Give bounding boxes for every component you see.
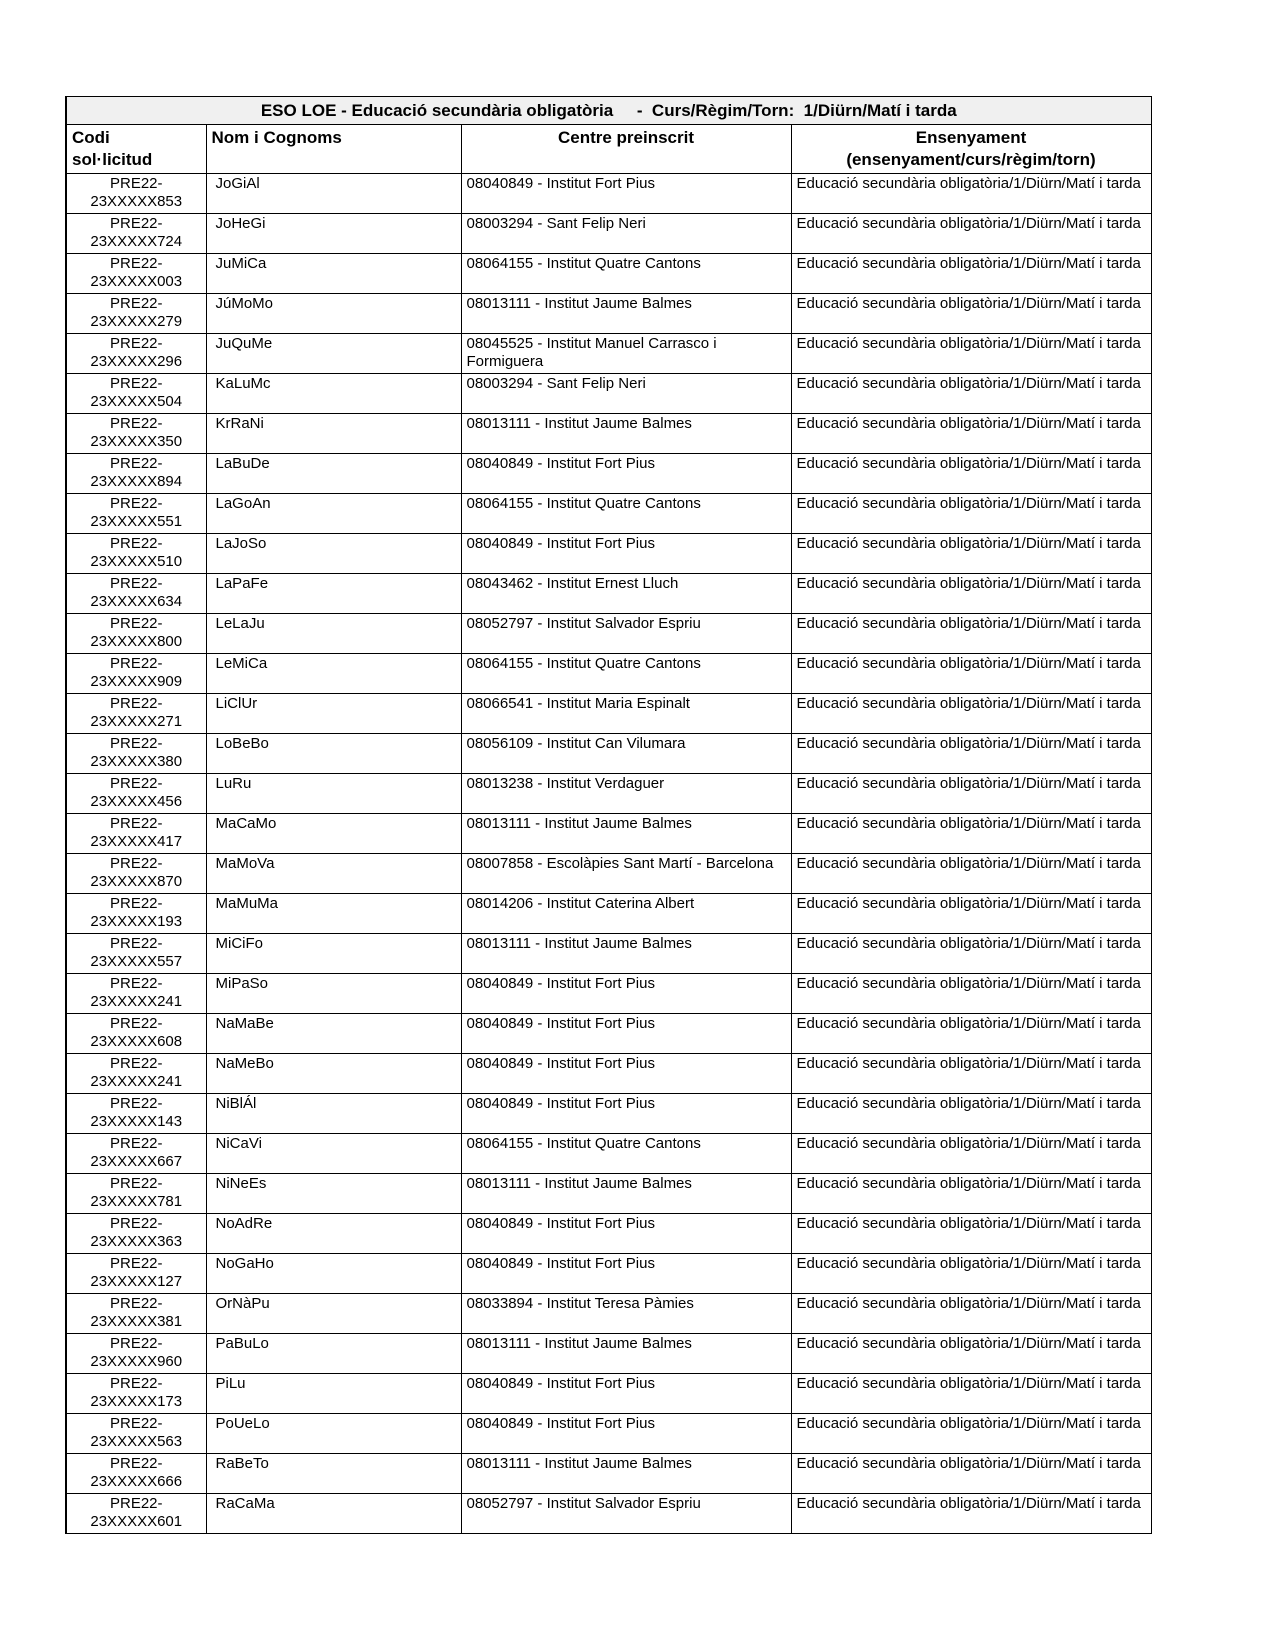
code-line1: PRE22- [109, 1215, 163, 1233]
ensenyament-cell: Educació secundària obligatòria/1/Diürn/Matí i tarda [791, 174, 1151, 214]
table-row [66, 1294, 1151, 1334]
code-line1: PRE22- [109, 575, 163, 593]
table-row [66, 854, 1151, 894]
code-line1: PRE22- [109, 1295, 163, 1313]
centre-cell: 08013111 - Institut Jaume Balmes [461, 934, 791, 974]
centre-cell: 08066541 - Institut Maria Espinalt [461, 694, 791, 734]
name-cell: MiPaSo [206, 974, 461, 1014]
name-cell: RaCaMa [206, 1494, 461, 1534]
ensenyament-cell: Educació secundària obligatòria/1/Diürn/Matí i tarda [791, 774, 1151, 814]
code-cell [66, 1214, 206, 1254]
table-row [66, 414, 1151, 454]
code-line2: 23XXXXX667 [90, 1153, 183, 1171]
code-line1: PRE22- [109, 1135, 163, 1153]
code-line1: PRE22- [109, 615, 163, 633]
ensenyament-cell: Educació secundària obligatòria/1/Diürn/Matí i tarda [791, 734, 1151, 774]
code-cell [66, 854, 206, 894]
code-cell [66, 1054, 206, 1094]
code-line1: PRE22- [109, 815, 163, 833]
name-cell: KaLuMc [206, 374, 461, 414]
code-line2: 23XXXXX634 [90, 593, 183, 611]
centre-cell: 08064155 - Institut Quatre Cantons [461, 254, 791, 294]
table-row [66, 454, 1151, 494]
ensenyament-cell: Educació secundària obligatòria/1/Diürn/Matí i tarda [791, 334, 1151, 374]
ensenyament-cell: Educació secundària obligatòria/1/Diürn/Matí i tarda [791, 494, 1151, 534]
code-line1: PRE22- [109, 1095, 163, 1113]
code-cell [66, 1494, 206, 1534]
code-cell [66, 334, 206, 374]
table-row [66, 934, 1151, 974]
code-cell [66, 214, 206, 254]
centre-cell: 08040849 - Institut Fort Pius [461, 1414, 791, 1454]
table-row [66, 1254, 1151, 1294]
code-line1: PRE22- [109, 1375, 163, 1393]
centre-cell: 08064155 - Institut Quatre Cantons [461, 654, 791, 694]
table-body [66, 174, 1151, 1534]
name-cell: NiBlÁl [206, 1094, 461, 1134]
preinscription-table [65, 96, 1152, 1534]
ensenyament-cell: Educació secundària obligatòria/1/Diürn/Matí i tarda [791, 1174, 1151, 1214]
ensenyament-cell: Educació secundària obligatòria/1/Diürn/Matí i tarda [791, 414, 1151, 454]
ensenyament-cell: Educació secundària obligatòria/1/Diürn/Matí i tarda [791, 1454, 1151, 1494]
code-line2: 23XXXXX143 [90, 1113, 183, 1131]
table-row [66, 174, 1151, 214]
code-cell [66, 1374, 206, 1414]
name-cell: JoHeGi [206, 214, 461, 254]
code-line2: 23XXXXX724 [90, 233, 183, 251]
code-cell [66, 254, 206, 294]
name-cell: LiClUr [206, 694, 461, 734]
code-line1: PRE22- [109, 735, 163, 753]
code-line2: 23XXXXX417 [90, 833, 183, 851]
centre-cell: 08013111 - Institut Jaume Balmes [461, 1334, 791, 1374]
code-cell [66, 974, 206, 1014]
centre-cell: 08043462 - Institut Ernest Lluch [461, 574, 791, 614]
centre-cell: 08045525 - Institut Manuel Carrasco i Formiguera [461, 334, 791, 374]
code-line1: PRE22- [109, 535, 163, 553]
table-row [66, 214, 1151, 254]
code-cell [66, 374, 206, 414]
centre-cell: 08007858 - Escolàpies Sant Martí - Barcelona [461, 854, 791, 894]
code-line1: PRE22- [109, 1055, 163, 1073]
ensenyament-cell: Educació secundària obligatòria/1/Diürn/Matí i tarda [791, 814, 1151, 854]
centre-cell: 08033894 - Institut Teresa Pàmies [461, 1294, 791, 1334]
centre-cell: 08013111 - Institut Jaume Balmes [461, 1454, 791, 1494]
col-header-centre-line1: Centre preinscrit [557, 128, 695, 148]
name-cell: KrRaNi [206, 414, 461, 454]
table-row [66, 654, 1151, 694]
centre-cell: 08013238 - Institut Verdaguer [461, 774, 791, 814]
centre-cell: 08056109 - Institut Can Vilumara [461, 734, 791, 774]
table-row [66, 694, 1151, 734]
table-row [66, 974, 1151, 1014]
ensenyament-cell: Educació secundària obligatòria/1/Diürn/Matí i tarda [791, 214, 1151, 254]
ensenyament-cell: Educació secundària obligatòria/1/Diürn/Matí i tarda [791, 574, 1151, 614]
code-line2: 23XXXXX666 [90, 1473, 183, 1491]
name-cell: LaBuDe [206, 454, 461, 494]
code-cell [66, 1454, 206, 1494]
ensenyament-cell: Educació secundària obligatòria/1/Diürn/Matí i tarda [791, 694, 1151, 734]
ensenyament-cell: Educació secundària obligatòria/1/Diürn/Matí i tarda [791, 1014, 1151, 1054]
table-row [66, 1494, 1151, 1534]
col-header-codi-line2: sol·licitud [72, 150, 153, 170]
code-line2: 23XXXXX363 [90, 1233, 183, 1251]
code-cell [66, 1254, 206, 1294]
code-cell [66, 934, 206, 974]
code-line2: 23XXXXX853 [90, 193, 183, 211]
code-cell [66, 894, 206, 934]
code-cell [66, 414, 206, 454]
ensenyament-cell: Educació secundària obligatòria/1/Diürn/Matí i tarda [791, 614, 1151, 654]
centre-cell: 08040849 - Institut Fort Pius [461, 974, 791, 1014]
code-line2: 23XXXXX608 [90, 1033, 183, 1051]
ensenyament-cell: Educació secundària obligatòria/1/Diürn/Matí i tarda [791, 854, 1151, 894]
code-line2: 23XXXXX241 [90, 1073, 183, 1091]
name-cell: LoBeBo [206, 734, 461, 774]
ensenyament-cell: Educació secundària obligatòria/1/Diürn/Matí i tarda [791, 254, 1151, 294]
code-line2: 23XXXXX271 [90, 713, 183, 731]
code-line2: 23XXXXX350 [90, 433, 183, 451]
centre-cell: 08014206 - Institut Caterina Albert [461, 894, 791, 934]
code-line2: 23XXXXX127 [90, 1273, 183, 1291]
name-cell: NoGaHo [206, 1254, 461, 1294]
centre-cell: 08013111 - Institut Jaume Balmes [461, 294, 791, 334]
centre-cell: 08040849 - Institut Fort Pius [461, 1054, 791, 1094]
ensenyament-cell: Educació secundària obligatòria/1/Diürn/Matí i tarda [791, 1254, 1151, 1294]
name-cell: NaMaBe [206, 1014, 461, 1054]
col-header-centre-preinscrit [461, 125, 791, 174]
code-line2: 23XXXXX909 [90, 673, 183, 691]
table-row [66, 734, 1151, 774]
code-cell [66, 174, 206, 214]
name-cell: NoAdRe [206, 1214, 461, 1254]
code-cell [66, 614, 206, 654]
ensenyament-cell: Educació secundària obligatòria/1/Diürn/Matí i tarda [791, 894, 1151, 934]
table-row [66, 534, 1151, 574]
code-cell [66, 1094, 206, 1134]
centre-cell: 08003294 - Sant Felip Neri [461, 374, 791, 414]
col-header-ensenyament [791, 125, 1151, 174]
code-line2: 23XXXXX551 [90, 513, 183, 531]
code-line2: 23XXXXX381 [90, 1313, 183, 1331]
code-line2: 23XXXXX800 [90, 633, 183, 651]
ensenyament-cell: Educació secundària obligatòria/1/Diürn/Matí i tarda [791, 974, 1151, 1014]
name-cell: MaMuMa [206, 894, 461, 934]
code-line2: 23XXXXX563 [90, 1433, 183, 1451]
column-header-row [66, 125, 1151, 174]
code-line2: 23XXXXX557 [90, 953, 183, 971]
code-cell [66, 814, 206, 854]
code-line1: PRE22- [109, 655, 163, 673]
code-cell [66, 1294, 206, 1334]
code-line1: PRE22- [109, 855, 163, 873]
ensenyament-cell: Educació secundària obligatòria/1/Diürn/Matí i tarda [791, 934, 1151, 974]
ensenyament-cell: Educació secundària obligatòria/1/Diürn/Matí i tarda [791, 1494, 1151, 1534]
col-header-nom-line1: Nom i Cognoms [211, 128, 342, 148]
name-cell: OrNàPu [206, 1294, 461, 1334]
table-row [66, 374, 1151, 414]
code-cell [66, 694, 206, 734]
code-line2: 23XXXXX504 [90, 393, 183, 411]
code-line1: PRE22- [109, 495, 163, 513]
code-cell [66, 654, 206, 694]
ensenyament-cell: Educació secundària obligatòria/1/Diürn/Matí i tarda [791, 1374, 1151, 1414]
code-line1: PRE22- [109, 1015, 163, 1033]
table-row [66, 334, 1151, 374]
table-row [66, 1214, 1151, 1254]
code-line1: PRE22- [109, 895, 163, 913]
centre-cell: 08013111 - Institut Jaume Balmes [461, 1174, 791, 1214]
code-cell [66, 1414, 206, 1454]
code-line2: 23XXXXX173 [90, 1393, 183, 1411]
ensenyament-cell: Educació secundària obligatòria/1/Diürn/Matí i tarda [791, 374, 1151, 414]
ensenyament-cell: Educació secundària obligatòria/1/Diürn/Matí i tarda [791, 654, 1151, 694]
code-line2: 23XXXXX510 [90, 553, 183, 571]
ensenyament-cell: Educació secundària obligatòria/1/Diürn/Matí i tarda [791, 1214, 1151, 1254]
code-line1: PRE22- [109, 1335, 163, 1353]
centre-cell: 08040849 - Institut Fort Pius [461, 1254, 791, 1294]
code-cell [66, 1334, 206, 1374]
code-line2: 23XXXXX870 [90, 873, 183, 891]
code-cell [66, 774, 206, 814]
code-line1: PRE22- [109, 375, 163, 393]
centre-cell: 08040849 - Institut Fort Pius [461, 1094, 791, 1134]
centre-cell: 08013111 - Institut Jaume Balmes [461, 814, 791, 854]
centre-cell: 08013111 - Institut Jaume Balmes [461, 414, 791, 454]
code-line1: PRE22- [109, 935, 163, 953]
table-row [66, 1334, 1151, 1374]
code-line1: PRE22- [109, 1455, 163, 1473]
code-cell [66, 534, 206, 574]
centre-cell: 08040849 - Institut Fort Pius [461, 534, 791, 574]
title-row [66, 97, 1151, 125]
code-line2: 23XXXXX601 [90, 1513, 183, 1531]
name-cell: MiCiFo [206, 934, 461, 974]
name-cell: LeLaJu [206, 614, 461, 654]
table-row [66, 1094, 1151, 1134]
centre-cell: 08052797 - Institut Salvador Espriu [461, 1494, 791, 1534]
code-line2: 23XXXXX003 [90, 273, 183, 291]
code-line1: PRE22- [109, 255, 163, 273]
ensenyament-cell: Educació secundària obligatòria/1/Diürn/Matí i tarda [791, 1054, 1151, 1094]
ensenyament-cell: Educació secundària obligatòria/1/Diürn/Matí i tarda [791, 454, 1151, 494]
centre-cell: 08052797 - Institut Salvador Espriu [461, 614, 791, 654]
name-cell: NiNeEs [206, 1174, 461, 1214]
name-cell: LaPaFe [206, 574, 461, 614]
table-row [66, 1374, 1151, 1414]
ensenyament-cell: Educació secundària obligatòria/1/Diürn/Matí i tarda [791, 1414, 1151, 1454]
col-header-codi-line1: Codi [72, 128, 110, 148]
table-title: ESO LOE - Educació secundària obligatòria - Curs/Règim/Torn: 1/Diürn/Matí i tarda [66, 97, 1151, 125]
code-line1: PRE22- [109, 175, 163, 193]
table-row [66, 254, 1151, 294]
code-cell [66, 734, 206, 774]
code-line1: PRE22- [109, 1415, 163, 1433]
name-cell: MaMoVa [206, 854, 461, 894]
name-cell: LaJoSo [206, 534, 461, 574]
code-line1: PRE22- [109, 1495, 163, 1513]
name-cell: JúMoMo [206, 294, 461, 334]
centre-cell: 08040849 - Institut Fort Pius [461, 174, 791, 214]
table-row [66, 1134, 1151, 1174]
name-cell: LuRu [206, 774, 461, 814]
ensenyament-cell: Educació secundària obligatòria/1/Diürn/Matí i tarda [791, 294, 1151, 334]
code-line2: 23XXXXX960 [90, 1353, 183, 1371]
name-cell: NaMeBo [206, 1054, 461, 1094]
name-cell: LaGoAn [206, 494, 461, 534]
ensenyament-cell: Educació secundària obligatòria/1/Diürn/Matí i tarda [791, 1294, 1151, 1334]
code-line1: PRE22- [109, 1255, 163, 1273]
ensenyament-cell: Educació secundària obligatòria/1/Diürn/Matí i tarda [791, 534, 1151, 574]
code-cell [66, 494, 206, 534]
code-line2: 23XXXXX241 [90, 993, 183, 1011]
code-cell [66, 454, 206, 494]
col-header-ensenyament-line2: (ensenyament/curs/règim/torn) [846, 150, 1096, 170]
name-cell: RaBeTo [206, 1454, 461, 1494]
code-line2: 23XXXXX296 [90, 353, 183, 371]
centre-cell: 08040849 - Institut Fort Pius [461, 454, 791, 494]
table-row [66, 894, 1151, 934]
name-cell: JuQuMe [206, 334, 461, 374]
code-cell [66, 1134, 206, 1174]
table-row [66, 1454, 1151, 1494]
centre-cell: 08040849 - Institut Fort Pius [461, 1374, 791, 1414]
name-cell: PoUeLo [206, 1414, 461, 1454]
table-row [66, 774, 1151, 814]
name-cell: NiCaVi [206, 1134, 461, 1174]
name-cell: JoGiAl [206, 174, 461, 214]
centre-cell: 08064155 - Institut Quatre Cantons [461, 494, 791, 534]
table-row [66, 1174, 1151, 1214]
centre-cell: 08003294 - Sant Felip Neri [461, 214, 791, 254]
table-row [66, 1414, 1151, 1454]
code-line1: PRE22- [109, 695, 163, 713]
ensenyament-cell: Educació secundària obligatòria/1/Diürn/Matí i tarda [791, 1094, 1151, 1134]
code-cell [66, 1014, 206, 1054]
code-cell [66, 574, 206, 614]
col-header-ensenyament-line1: Ensenyament [915, 128, 1027, 148]
code-line2: 23XXXXX781 [90, 1193, 183, 1211]
table-row [66, 814, 1151, 854]
ensenyament-cell: Educació secundària obligatòria/1/Diürn/Matí i tarda [791, 1334, 1151, 1374]
table-row [66, 494, 1151, 534]
name-cell: JuMiCa [206, 254, 461, 294]
ensenyament-cell: Educació secundària obligatòria/1/Diürn/Matí i tarda [791, 1134, 1151, 1174]
code-line1: PRE22- [109, 215, 163, 233]
table-row [66, 1054, 1151, 1094]
code-line1: PRE22- [109, 775, 163, 793]
code-cell [66, 1174, 206, 1214]
centre-cell: 08040849 - Institut Fort Pius [461, 1014, 791, 1054]
table-row [66, 574, 1151, 614]
code-line1: PRE22- [109, 295, 163, 313]
code-line2: 23XXXXX894 [90, 473, 183, 491]
centre-cell: 08064155 - Institut Quatre Cantons [461, 1134, 791, 1174]
name-cell: LeMiCa [206, 654, 461, 694]
code-line1: PRE22- [109, 415, 163, 433]
code-line1: PRE22- [109, 335, 163, 353]
code-line1: PRE22- [109, 455, 163, 473]
code-line2: 23XXXXX193 [90, 913, 183, 931]
table-row [66, 614, 1151, 654]
code-line1: PRE22- [109, 1175, 163, 1193]
code-line2: 23XXXXX279 [90, 313, 183, 331]
code-line1: PRE22- [109, 975, 163, 993]
code-line2: 23XXXXX456 [90, 793, 183, 811]
col-header-codi-sollicitud [66, 125, 206, 174]
name-cell: PiLu [206, 1374, 461, 1414]
name-cell: PaBuLo [206, 1334, 461, 1374]
table-row [66, 294, 1151, 334]
code-line2: 23XXXXX380 [90, 753, 183, 771]
code-cell [66, 294, 206, 334]
name-cell: MaCaMo [206, 814, 461, 854]
table-row [66, 1014, 1151, 1054]
col-header-nom-i-cognoms [206, 125, 461, 174]
centre-cell: 08040849 - Institut Fort Pius [461, 1214, 791, 1254]
